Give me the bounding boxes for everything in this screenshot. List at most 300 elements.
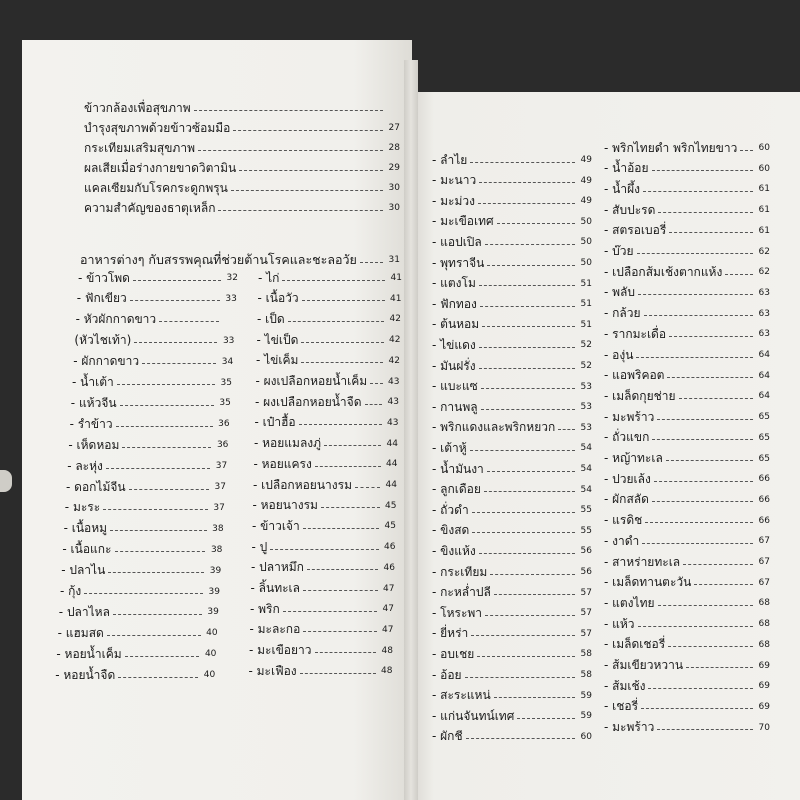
toc-right-col2-entry bbox=[604, 202, 770, 218]
toc-entry-label: - ส้มเช้ง bbox=[604, 678, 646, 693]
toc-entry-label: - ปวยเล้ง bbox=[604, 471, 651, 486]
toc-right-col2-entry bbox=[604, 699, 770, 715]
toc-entry-page: 46 bbox=[384, 542, 396, 553]
toc-left-col2-entry bbox=[256, 353, 400, 369]
toc-entry-label: - เมล็ดกุยช่าย bbox=[604, 388, 676, 403]
toc-left-col1-entry bbox=[60, 584, 220, 600]
toc-entry-page: 43 bbox=[387, 417, 399, 428]
toc-entry-page: 64 bbox=[758, 350, 770, 360]
toc-entry-label: - ไข่แดง bbox=[432, 337, 476, 352]
toc-right-col2-entry bbox=[604, 720, 770, 736]
toc-entry-page: 59 bbox=[580, 690, 592, 701]
toc-entry-label: - ไก่ bbox=[258, 270, 280, 285]
toc-entry-label: - เต้าหู้ bbox=[432, 440, 467, 455]
leader-dots bbox=[466, 738, 575, 739]
leader-dots bbox=[117, 384, 215, 385]
leader-dots bbox=[479, 368, 575, 369]
toc-entry-label: - ไข่เค็ม bbox=[256, 353, 299, 368]
toc-left-col1-entry bbox=[70, 416, 230, 432]
leader-dots bbox=[270, 549, 378, 550]
toc-right-col2-entry bbox=[604, 388, 770, 404]
toc-entry-page: 38 bbox=[212, 523, 224, 534]
toc-right-col1-entry bbox=[432, 276, 592, 292]
toc-entry-page: 44 bbox=[386, 459, 398, 470]
toc-right-col1-entry bbox=[432, 440, 592, 456]
toc-entry-label: - รำข้าว bbox=[69, 416, 113, 431]
toc-right-col2-entry bbox=[604, 409, 770, 425]
leader-dots bbox=[307, 569, 378, 570]
leader-dots bbox=[122, 447, 211, 448]
leader-dots bbox=[116, 426, 213, 427]
toc-entry-label: - แตงโม bbox=[432, 276, 476, 291]
toc-right-col2-entry bbox=[604, 492, 770, 508]
toc-left-col1-entry bbox=[76, 312, 236, 328]
toc-entry-page: 39 bbox=[208, 586, 220, 597]
toc-left-col2-entry bbox=[256, 374, 400, 390]
toc-entry-label: - ผักกาดขาว bbox=[73, 354, 140, 369]
toc-entry-label: - ปลาหมึก bbox=[251, 560, 304, 575]
toc-entry-page: 28 bbox=[388, 143, 400, 153]
toc-entry-page: 68 bbox=[758, 619, 770, 630]
toc-entry-label: - ข้าวโพด bbox=[78, 270, 130, 285]
toc-entry-page: 68 bbox=[758, 639, 770, 650]
leader-dots bbox=[142, 363, 216, 364]
toc-entry-page: 67 bbox=[758, 536, 770, 547]
toc-right-col2-entry bbox=[604, 575, 770, 591]
leader-dots bbox=[658, 605, 753, 606]
toc-entry-page: 57 bbox=[580, 628, 592, 639]
toc-entry-label: - มะพร้าว bbox=[604, 409, 655, 424]
leader-dots bbox=[299, 424, 382, 425]
toc-entry-label: - ผงเปลือกหอยน้ำจืด bbox=[255, 394, 362, 409]
toc-entry-label: - พลับ bbox=[604, 285, 636, 300]
toc-entry-page: 67 bbox=[758, 557, 770, 567]
toc-entry-label: - อ้อย bbox=[432, 667, 462, 682]
toc-entry-label: - ไข่เป็ด bbox=[256, 332, 299, 347]
toc-entry-label: แคลเซียมกับโรคกระดูกพรุน bbox=[84, 180, 228, 195]
toc-right-col2-entry bbox=[604, 244, 770, 260]
toc-right-col1-entry bbox=[432, 173, 592, 189]
toc-entry-page: 69 bbox=[758, 681, 770, 692]
toc-left-col2-entry bbox=[258, 291, 402, 307]
toc-entry-label: - ขิงแห้ง bbox=[432, 543, 476, 558]
toc-entry-page: 50 bbox=[580, 258, 592, 268]
toc-right-col2-entry bbox=[604, 637, 770, 653]
toc-entry-page: 34 bbox=[221, 356, 234, 367]
toc-entry-label: - แอปเปิล bbox=[432, 234, 482, 249]
leader-dots bbox=[120, 405, 214, 406]
toc-right-col1-entry bbox=[432, 605, 592, 621]
toc-right-col1-entry bbox=[432, 317, 592, 333]
toc-left-col1-entry bbox=[64, 521, 224, 537]
toc-entry-label: - องุ่น bbox=[604, 347, 634, 362]
toc-entry-page: 52 bbox=[580, 361, 592, 371]
leader-dots bbox=[303, 631, 376, 632]
toc-entry-label: - ข้าวเจ้า bbox=[252, 518, 300, 533]
toc-right-col1-entry bbox=[432, 543, 592, 559]
toc-entry-label: - หอยน้ำเค็ม bbox=[56, 646, 122, 661]
leader-dots bbox=[129, 489, 209, 490]
toc-top-entry bbox=[84, 200, 400, 216]
toc-right-col2-entry bbox=[604, 554, 770, 570]
toc-entry-label: - น้ำอ้อย bbox=[604, 161, 649, 176]
toc-entry-label: - ยี่หร่า bbox=[432, 626, 469, 641]
toc-entry-label: - มะระ bbox=[64, 500, 101, 515]
leader-dots bbox=[484, 491, 575, 492]
leader-dots bbox=[471, 635, 575, 636]
toc-entry-page: 39 bbox=[209, 565, 222, 576]
toc-right-col2-entry bbox=[604, 181, 770, 197]
toc-top-entry bbox=[84, 160, 400, 176]
leader-dots bbox=[642, 543, 753, 544]
toc-left-col2-entry bbox=[255, 415, 399, 431]
toc-right-col1-entry bbox=[432, 646, 592, 662]
toc-entry-page: 42 bbox=[389, 314, 401, 325]
toc-entry-page: 56 bbox=[580, 567, 592, 577]
toc-left-col2-entry bbox=[254, 456, 398, 472]
toc-entry-label: - ผักชี bbox=[432, 729, 463, 744]
toc-entry-page: 64 bbox=[758, 370, 770, 381]
toc-entry-label: - ฟักเขียว bbox=[76, 291, 127, 306]
toc-entry-page: 61 bbox=[758, 225, 770, 236]
toc-entry-label: - มะม่วง bbox=[432, 193, 476, 208]
leader-dots bbox=[478, 203, 575, 204]
toc-entry-label: ข้าวกล้องเพื่อสุขภาพ bbox=[84, 100, 191, 115]
toc-entry-label: - งาดำ bbox=[604, 533, 640, 548]
toc-left-col1-entry bbox=[58, 625, 218, 641]
leader-dots bbox=[679, 398, 753, 399]
toc-entry-page: 46 bbox=[383, 562, 395, 573]
toc-entry-page: 47 bbox=[383, 583, 395, 594]
toc-entry-label: - น้ำมันงา bbox=[432, 461, 484, 476]
toc-entry-page: 64 bbox=[758, 391, 770, 402]
toc-entry-label: - ถั่วแขก bbox=[604, 430, 650, 445]
toc-right-col1-entry bbox=[432, 564, 592, 580]
toc-entry-label: - เปลือกส้มเช้งตากแห้ง bbox=[604, 264, 723, 279]
leader-dots bbox=[666, 460, 753, 461]
toc-entry-label: - แก่นจันทน์เทศ bbox=[432, 708, 515, 723]
toc-left-col2-entry bbox=[253, 498, 397, 514]
leader-dots bbox=[465, 677, 575, 678]
leader-dots bbox=[479, 347, 575, 348]
toc-entry-page: 43 bbox=[388, 376, 400, 387]
toc-right-col2-entry bbox=[604, 678, 770, 694]
leader-dots bbox=[355, 487, 380, 488]
toc-right-col1-entry bbox=[432, 255, 592, 271]
toc-left-col2-entry bbox=[254, 436, 398, 452]
leader-dots bbox=[645, 522, 753, 523]
toc-left-col1-entry bbox=[67, 458, 227, 474]
toc-entry-page: 33 bbox=[225, 293, 237, 304]
toc-right-col2-entry bbox=[604, 223, 770, 239]
leader-dots bbox=[637, 253, 753, 254]
leader-dots bbox=[558, 429, 575, 430]
toc-entry-label: - ลูกเดือย bbox=[432, 482, 481, 497]
leader-dots bbox=[485, 244, 575, 245]
toc-entry-page: 60 bbox=[580, 731, 592, 742]
toc-entry-label: - เมล็ดทานตะวัน bbox=[604, 575, 692, 590]
toc-entry-page: 69 bbox=[758, 660, 770, 671]
toc-entry-page: 44 bbox=[385, 480, 397, 490]
toc-entry-label: - ละหุ่ง bbox=[67, 458, 103, 473]
toc-entry-page: 66 bbox=[758, 515, 770, 526]
toc-entry-label: - กานพลู bbox=[432, 399, 478, 414]
toc-right-col2-entry bbox=[604, 658, 770, 674]
toc-entry-label: - มะเขือยาว bbox=[249, 643, 312, 658]
leader-dots bbox=[669, 336, 753, 337]
toc-entry-label: - แอพริคอต bbox=[604, 368, 665, 383]
toc-entry-label: - ลิ้นทะเล bbox=[250, 581, 301, 595]
leader-dots bbox=[725, 274, 753, 275]
toc-left-col1-entry bbox=[62, 542, 222, 558]
toc-entry-label: - ดอกไม้จีน bbox=[66, 479, 126, 494]
toc-entry-label: - เนื้อวัว bbox=[257, 291, 299, 306]
toc-entry-page: 40 bbox=[206, 628, 218, 639]
toc-entry-page: 37 bbox=[214, 482, 226, 492]
leader-dots bbox=[315, 652, 376, 653]
leader-dots bbox=[470, 450, 575, 451]
section-heading-page: 31 bbox=[388, 255, 400, 265]
toc-entry-page: 36 bbox=[216, 440, 229, 451]
toc-left-col1-entry bbox=[66, 479, 226, 495]
toc-entry-label: - เนื้อหมู bbox=[63, 521, 108, 536]
leader-dots bbox=[133, 280, 221, 281]
toc-entry-page: 51 bbox=[580, 319, 592, 330]
leader-dots bbox=[668, 646, 753, 647]
toc-entry-page: 32 bbox=[226, 273, 238, 283]
toc-entry-page: 49 bbox=[580, 196, 592, 207]
toc-right-col1-entry bbox=[432, 502, 592, 518]
toc-right-col1-entry bbox=[432, 379, 592, 395]
leader-dots bbox=[479, 182, 575, 183]
toc-entry-label: - มะเขือเทศ bbox=[432, 214, 494, 229]
toc-entry-label: - น้ำเต้า bbox=[72, 375, 114, 389]
toc-entry-page: 35 bbox=[219, 398, 231, 409]
toc-entry-page: 57 bbox=[580, 587, 592, 598]
toc-entry-label: - เห็ดหอม bbox=[68, 437, 120, 452]
toc-entry-page: 30 bbox=[388, 203, 400, 213]
toc-entry-page: 39 bbox=[207, 607, 219, 618]
toc-right-col1-entry bbox=[432, 626, 592, 642]
leader-dots bbox=[740, 150, 753, 151]
toc-right-col2-entry bbox=[604, 513, 770, 529]
leader-dots bbox=[479, 285, 575, 286]
leader-dots bbox=[283, 611, 377, 612]
toc-right-col1-entry bbox=[432, 214, 592, 230]
toc-entry-page: 62 bbox=[758, 246, 770, 257]
toc-entry-label: - กะหล่ำปลี bbox=[432, 585, 491, 600]
toc-right-col2-entry bbox=[604, 140, 770, 156]
toc-entry-label: - พริกแดงและพริกหยวก bbox=[432, 420, 556, 435]
toc-entry-page: 47 bbox=[382, 624, 394, 635]
leader-dots bbox=[324, 445, 381, 446]
toc-entry-label: - ปลาไหล bbox=[58, 604, 110, 619]
leader-dots bbox=[657, 419, 753, 420]
toc-entry-page: 58 bbox=[580, 670, 592, 680]
leader-dots bbox=[472, 512, 575, 513]
toc-entry-page: 60 bbox=[758, 163, 770, 174]
leader-dots bbox=[481, 409, 575, 410]
toc-entry-label: - ปู bbox=[251, 539, 268, 554]
toc-entry-page: 63 bbox=[758, 287, 770, 298]
toc-entry-label: - กล้วย bbox=[604, 306, 641, 321]
toc-entry-label: - หัวผักกาดขาว bbox=[75, 312, 157, 327]
leader-dots bbox=[487, 265, 575, 266]
toc-entry-label: กระเทียมเสริมสุขภาพ bbox=[84, 140, 195, 155]
toc-left-col1-entry bbox=[61, 563, 221, 579]
toc-entry-page: 49 bbox=[580, 155, 592, 165]
toc-entry-label: - พริก bbox=[250, 601, 280, 616]
toc-entry-page: 51 bbox=[580, 278, 592, 289]
toc-left-col2-entry bbox=[257, 332, 401, 348]
toc-left-col1-entry bbox=[77, 291, 237, 307]
toc-entry-page: 40 bbox=[203, 670, 216, 681]
toc-entry-label: - หอยแครง bbox=[253, 456, 312, 471]
toc-entry-label: - ขิงสด bbox=[432, 523, 470, 538]
leader-dots bbox=[134, 342, 217, 343]
toc-right-col2-entry bbox=[604, 347, 770, 363]
toc-entry-label: - สตรอเบอรี่ bbox=[604, 223, 667, 238]
toc-left-col2-entry bbox=[252, 518, 396, 534]
leader-dots bbox=[110, 530, 207, 531]
toc-right-col1-entry bbox=[432, 523, 592, 539]
toc-left-col2-entry bbox=[255, 394, 399, 410]
toc-entry-page: 54 bbox=[580, 464, 592, 474]
toc-right-col1-entry bbox=[432, 461, 592, 477]
toc-entry-label: - พริกไทยดำ พริกไทยขาว bbox=[604, 140, 738, 155]
toc-right-col2-entry bbox=[604, 471, 770, 487]
toc-entry-label: - หอยแมลงภู่ bbox=[254, 436, 322, 451]
toc-entry-page: 69 bbox=[758, 701, 770, 712]
toc-entry-page: 42 bbox=[388, 355, 400, 366]
toc-entry-page: 65 bbox=[758, 412, 770, 423]
toc-entry-page: 41 bbox=[390, 293, 402, 304]
toc-right-col2-entry bbox=[604, 306, 770, 322]
toc-entry-label: - ส้มเขียวหวาน bbox=[604, 658, 684, 672]
book-edge bbox=[0, 470, 12, 492]
toc-left-col1-entry bbox=[78, 270, 238, 286]
toc-entry-label: - มะละกอ bbox=[249, 622, 301, 637]
leader-dots bbox=[652, 501, 753, 502]
toc-entry-page: 50 bbox=[580, 216, 592, 227]
toc-left-col2-entry bbox=[249, 643, 393, 659]
toc-entry-page: 51 bbox=[580, 299, 592, 310]
toc-entry-page: 68 bbox=[758, 598, 770, 609]
toc-entry-page: 38 bbox=[210, 544, 223, 555]
toc-entry-label: - เมล็ดเชอรี่ bbox=[604, 637, 666, 652]
toc-left-col1-entry bbox=[73, 354, 233, 370]
toc-entry-label: - มันฝรั่ง bbox=[432, 358, 476, 373]
toc-entry-label: - สับปะรด bbox=[604, 202, 656, 217]
toc-entry-page: 66 bbox=[758, 494, 770, 505]
leader-dots bbox=[233, 130, 383, 131]
toc-entry-label: - สะระแหน่ bbox=[432, 688, 491, 703]
toc-left-col1-entry bbox=[56, 646, 216, 662]
leader-dots bbox=[84, 593, 203, 594]
toc-entry-label: - กุ้ง bbox=[60, 584, 82, 598]
toc-right-col2-entry bbox=[604, 161, 770, 177]
toc-left-col2-entry bbox=[249, 663, 393, 679]
toc-right-col1-entry bbox=[432, 296, 592, 312]
toc-entry-page: 66 bbox=[758, 474, 770, 485]
toc-entry-page: 60 bbox=[758, 143, 770, 153]
toc-entry-page: 54 bbox=[580, 443, 592, 454]
toc-entry-label: บำรุงสุขภาพด้วยข้าวซ้อมมือ bbox=[84, 120, 231, 135]
toc-left-col1-entry bbox=[59, 604, 219, 620]
toc-entry-label: - มะพร้าว bbox=[604, 720, 655, 735]
toc-entry-label: - ปลาไน bbox=[61, 563, 106, 578]
toc-left-col1-entry bbox=[72, 375, 232, 391]
toc-entry-label: - เป๋าฮื้อ bbox=[254, 415, 296, 430]
leader-dots bbox=[654, 481, 753, 482]
toc-entry-page: 35 bbox=[220, 377, 232, 388]
leader-dots bbox=[194, 110, 383, 111]
toc-entry-page: 45 bbox=[384, 521, 396, 532]
leader-dots bbox=[481, 388, 575, 389]
toc-left-col2-entry bbox=[250, 622, 394, 638]
leader-dots bbox=[218, 210, 383, 211]
toc-entry-label: - หอยน้ำจืด bbox=[55, 667, 116, 682]
toc-right-col1-entry bbox=[432, 193, 592, 209]
toc-entry-page: 48 bbox=[381, 645, 393, 656]
toc-entry-label: - ลำไย bbox=[432, 152, 468, 167]
leader-dots bbox=[494, 697, 575, 698]
toc-top-entry bbox=[84, 120, 400, 136]
toc-entry-page: 27 bbox=[388, 123, 400, 133]
leader-dots bbox=[118, 677, 198, 678]
toc-entry-label: - แบะแซ bbox=[432, 379, 478, 394]
leader-dots bbox=[477, 656, 575, 657]
toc-entry-label: ความสำคัญของธาตุเหล็ก bbox=[84, 200, 216, 215]
leader-dots bbox=[480, 306, 575, 307]
toc-entry-page: 56 bbox=[580, 546, 592, 557]
toc-right-col1-entry bbox=[432, 667, 592, 683]
leader-dots bbox=[638, 626, 753, 627]
leader-dots bbox=[282, 280, 385, 281]
toc-left-col2-entry bbox=[257, 311, 401, 327]
leader-dots bbox=[686, 667, 753, 668]
toc-entry-page: 52 bbox=[580, 340, 592, 351]
toc-left-col2-entry bbox=[252, 539, 396, 555]
toc-right-col1-entry bbox=[432, 399, 592, 415]
leader-dots bbox=[470, 162, 575, 163]
toc-entry-page: 42 bbox=[389, 335, 401, 346]
toc-entry-label: - ผักสลัด bbox=[604, 492, 649, 507]
toc-entry-label: - น้ำผึ้ง bbox=[604, 181, 640, 196]
toc-entry-page: 44 bbox=[386, 438, 398, 449]
toc-entry-page: 65 bbox=[758, 432, 770, 443]
toc-right-col2-entry bbox=[604, 451, 770, 467]
toc-right-col1-entry bbox=[432, 482, 592, 498]
leader-dots bbox=[321, 507, 380, 508]
toc-right-col1-entry bbox=[432, 234, 592, 250]
leader-dots bbox=[657, 729, 753, 730]
toc-entry-label: - แฮมสด bbox=[57, 625, 104, 640]
toc-right-col2-entry bbox=[604, 616, 770, 632]
toc-left-col2-entry bbox=[250, 601, 394, 617]
leader-dots bbox=[300, 673, 376, 674]
leader-dots bbox=[658, 212, 753, 213]
toc-entry-label: - สาหร่ายทะเล bbox=[604, 554, 681, 569]
toc-entry-page: 48 bbox=[381, 666, 393, 677]
leader-dots bbox=[103, 509, 208, 510]
leader-dots bbox=[652, 439, 753, 440]
toc-entry-page: 53 bbox=[580, 402, 592, 413]
section-heading-label: อาหารต่างๆ กับสรรพคุณที่ช่วยต้านโรคและชะลอวัย bbox=[80, 252, 357, 267]
section-heading bbox=[80, 252, 400, 268]
leader-dots bbox=[494, 594, 575, 595]
toc-entry-page: 58 bbox=[580, 649, 592, 660]
